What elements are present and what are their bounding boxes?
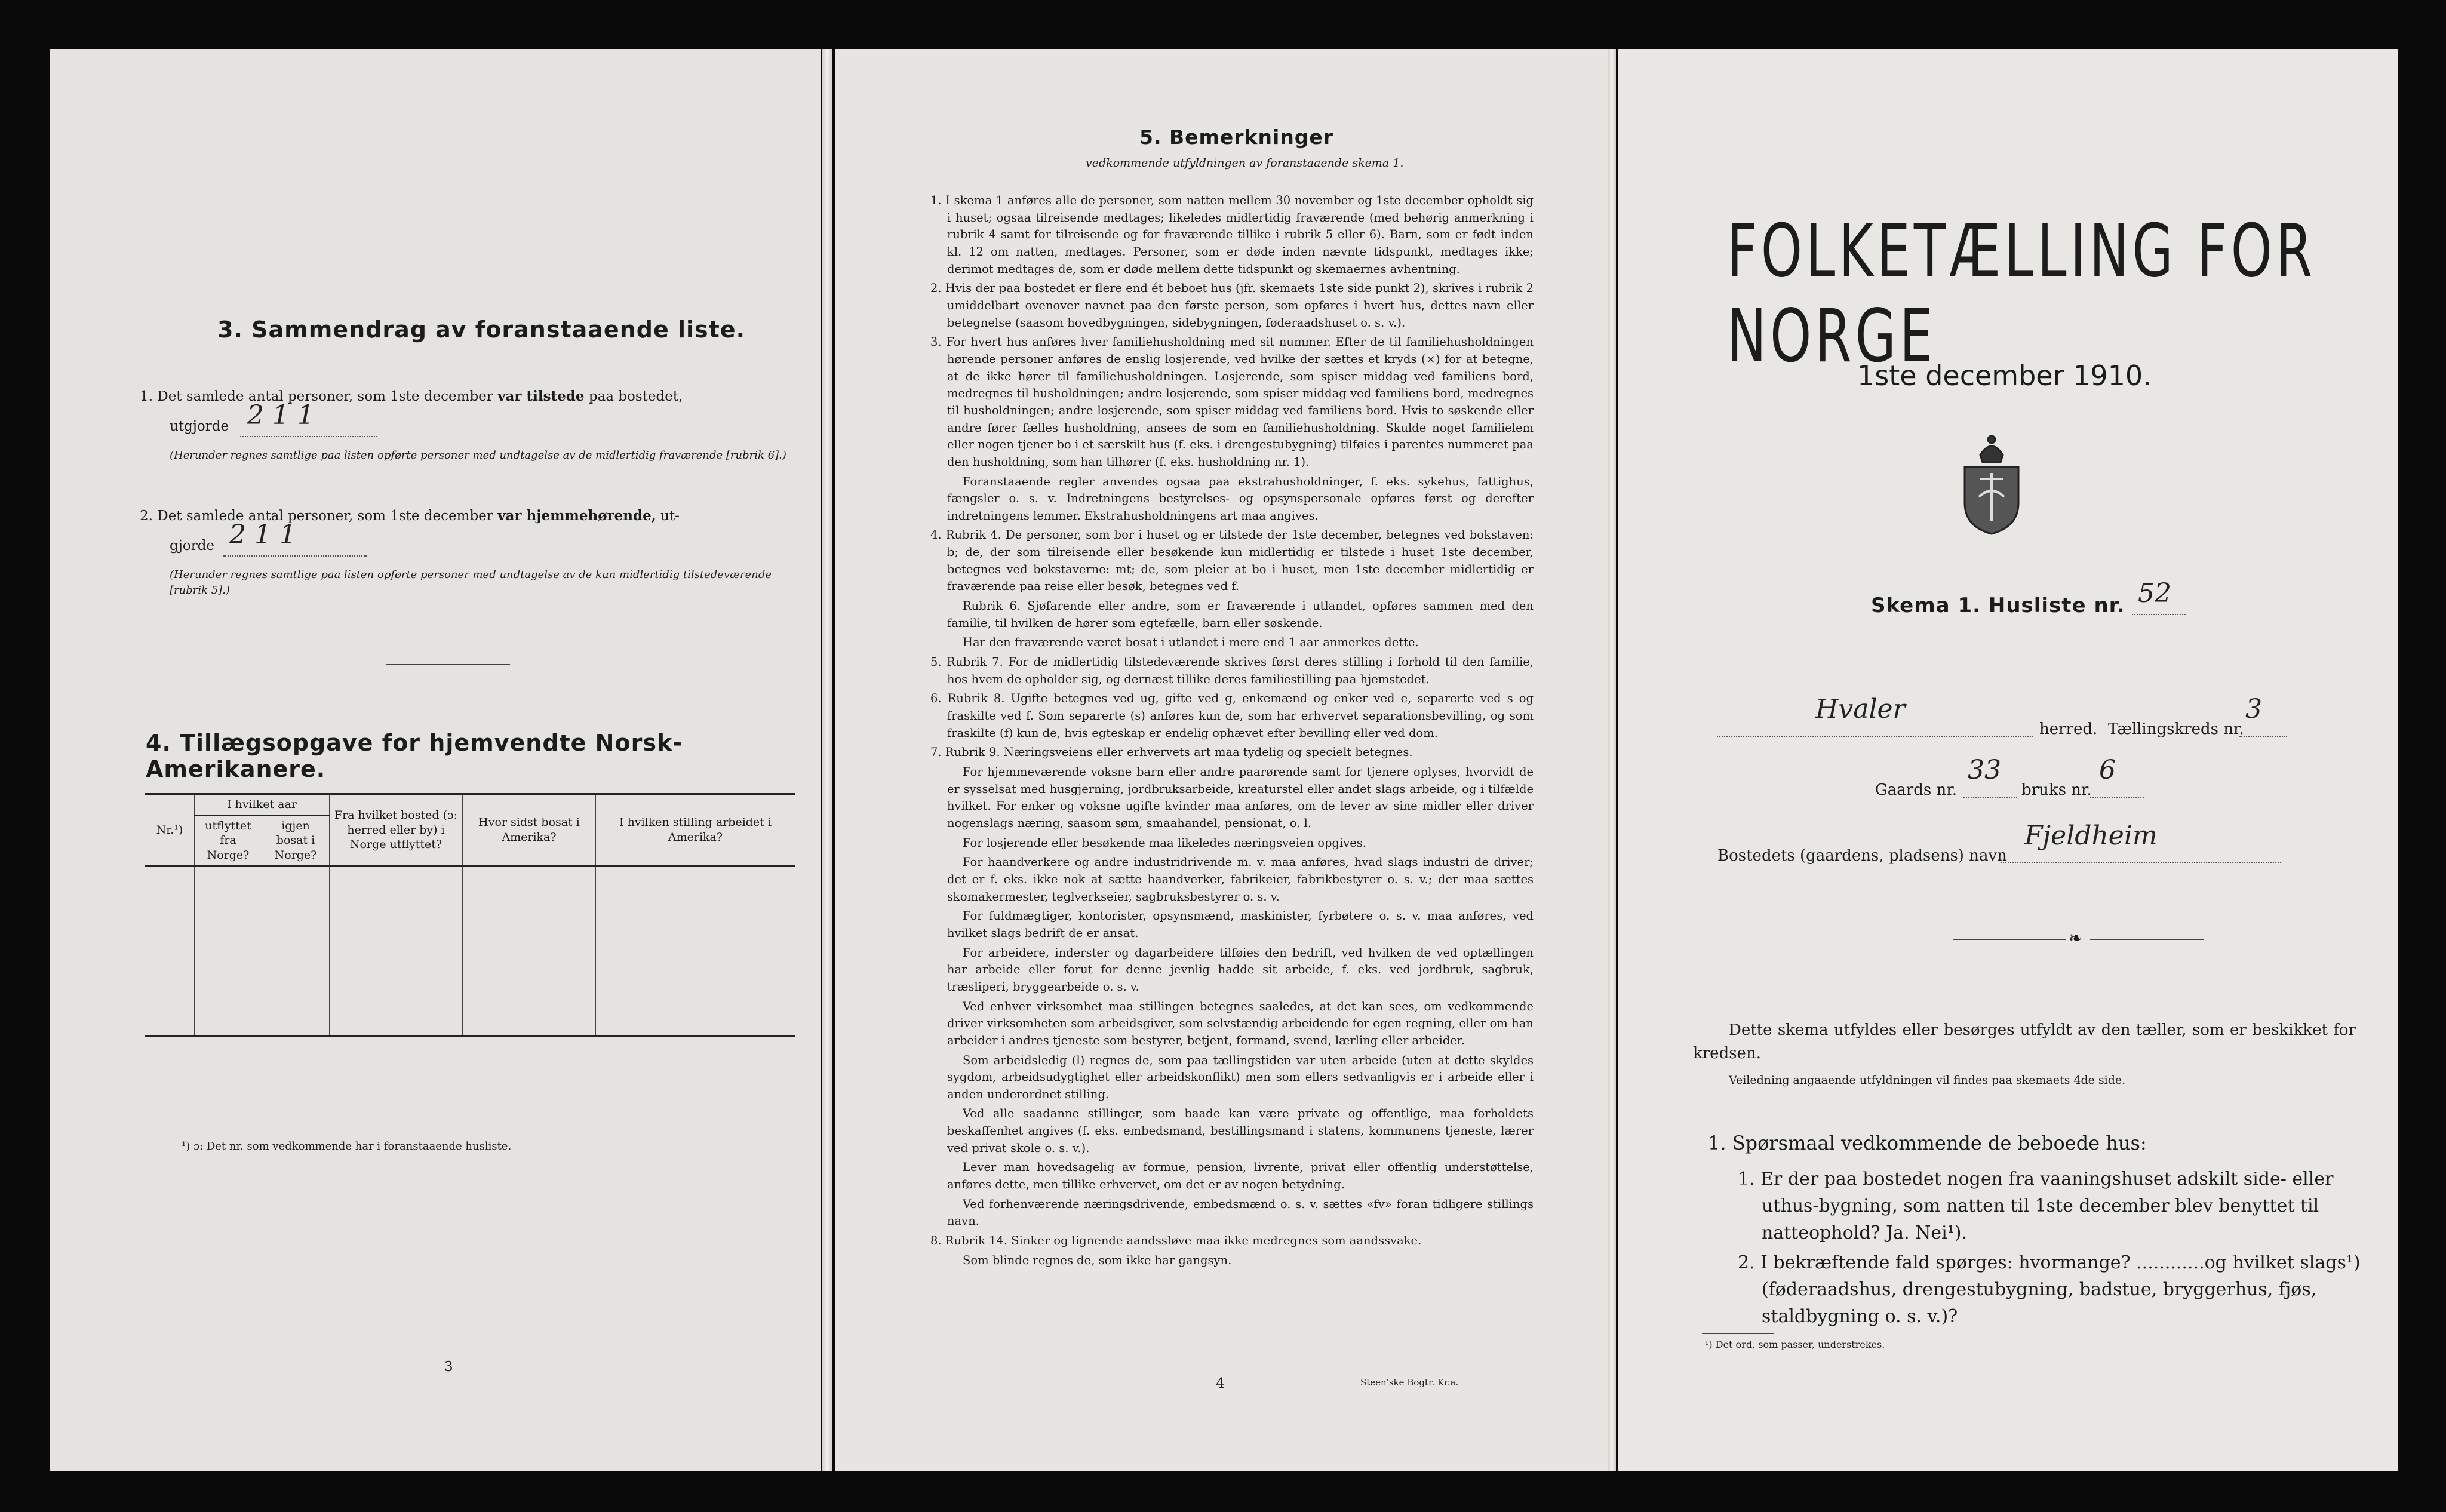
bruks-value: 6	[2099, 755, 2116, 785]
remark-paragraph: Rubrik 6. Sjøfarende eller andre, som er fraværende i utlandet, opføres sammen med den familie, til hvilken de hører som egtefælle, barn eller søskende.	[947, 599, 1534, 630]
schema-label: Skema 1. Husliste nr.	[1871, 594, 2125, 617]
ornament-divider-left	[1953, 939, 2066, 940]
ornament-divider-right	[2090, 939, 2204, 940]
remark-paragraph: Foranstaaende regler anvendes ogsaa paa ekstrahusholdninger, f. eks. sykehus, fattighus, fængsler o. s. v. Indretningens bestyrelses- og opsynspersonale opføres først og derefter indretningens lemmer. Ekstrahusholdningens art maa angives.	[947, 474, 1534, 523]
instruction: Dette skema utfyldes eller besørges utfyldt av den tæller, som er beskikket for kredsen.	[1693, 1021, 2356, 1062]
right-footnote: ¹) Det ord, som passer, understrekes.	[1705, 1339, 1885, 1350]
instruction-small: Veiledning angaaende utfyldningen vil findes paa skemaets 4de side.	[1729, 1074, 2126, 1087]
item1-text-post: paa bostedet,	[588, 389, 683, 404]
bosted-value: Fjeldheim	[2024, 820, 2158, 851]
item1-note: (Herunder regnes samtlige paa listen opførte personer med undtagelse av de midlertidig fraværende [rubrik 6].)	[170, 449, 786, 462]
item1-bold: var tilstede	[497, 388, 585, 404]
divider	[386, 664, 510, 665]
item2-handwritten: 2 1 1	[229, 520, 296, 550]
bruks-line	[2090, 766, 2144, 798]
item2-utgjorde-label: gjorde	[170, 538, 215, 554]
page-number: 3	[444, 1359, 453, 1375]
col-stilling: I hvilken stilling arbeidet i Amerika?	[596, 794, 795, 866]
kreds-value: 3	[2245, 694, 2262, 724]
item1-utgjorde-label: utgjorde	[170, 419, 229, 434]
col-igjen: igjen bosat i Norge?	[262, 815, 330, 866]
remark-paragraph: For losjerende eller besøkende maa likeledes næringsveien opgives.	[963, 835, 1366, 850]
item1-text: 1. Det samlede antal personer, som 1ste december	[140, 389, 493, 404]
kreds-label: Tællingskreds nr.	[2108, 720, 2244, 738]
census-title: FOLKETÆLLING FOR NORGE	[1727, 209, 2316, 379]
table-row	[145, 1007, 795, 1035]
gaards-label: Gaards nr.	[1875, 781, 1958, 799]
col-group-aar: I hvilket aar	[195, 794, 330, 816]
bosted-label: Bostedets (gaardens, pladsens) navn	[1717, 847, 2007, 865]
table-row	[145, 923, 795, 951]
left-page	[50, 49, 821, 1471]
col-utflyttet: utflyttet fra Norge?	[195, 815, 262, 866]
item2-bold: var hjemmehørende,	[497, 508, 656, 524]
middle-page	[835, 49, 1612, 1471]
fold-right	[1608, 49, 1616, 1471]
table-row	[145, 866, 795, 895]
herred-label: herred.	[2039, 720, 2098, 738]
page-number-mid: 4	[1216, 1376, 1225, 1391]
question-1: 1. Er der paa bostedet nogen fra vaaningshuset adskilt side- eller uthus-bygning, som natten til 1ste december blev benyttet til natteophold? Ja. Nei¹).	[1738, 1169, 2334, 1243]
questions-heading: 1. Spørsmaal vedkommende de beboede hus:	[1708, 1132, 2147, 1154]
coat-of-arms-icon	[1956, 431, 2027, 536]
remark-paragraph: Som arbeidsledig (l) regnes de, som paa tællingstiden var uten arbeide (uten at dette skyldes sygdom, arbeidsudygtighet eller arbeidskonflikt) men som ellers sedvanligvis er i arbeide eller i anden underordnet stilling.	[947, 1053, 1534, 1101]
remark-paragraph: 7. Rubrik 9. Næringsveiens eller erhvervets art maa tydelig og specielt betegnes.	[930, 745, 1413, 760]
remark-paragraph: 3. For hvert hus anføres hver familiehusholdning med sit nummer. Efter de til familiehusholdningen hørende personer anføres de enslig losjerende, ved hvilke der sættes et kryds (×) for at betegne, at de ikke hører til familiehusholdningen. Losjerende, som spiser middag ved familiens bord, medregnes til husholdningen; andre losjerende, som spiser middag ved familiens bord, medregnes til husholdningen; andre losjerende, som spiser middag ved familiens bord. Hvis to søskende eller andre fører fælles husholdning, ansees de som en familiehusholdning. Skulde noget familielem eller nogen tjener bo i et særskilt hus (f. eks. i drengestubygning) tilføies i parentes nummeret paa den husholdning, som han tilhører (f. eks. husholdning nr. 1).	[930, 335, 1534, 469]
remark-paragraph: Ved alle saadanne stillinger, som baade kan være private og offentlige, maa forholdets beskaffenhet angives (f. eks. embedsmand, bestillingsmand i statens, kommunens tjeneste, lærer ved privat skole o. s. v.).	[947, 1107, 1534, 1155]
question-2: 2. I bekræftende fald spørges: hvormange? ............og hvilket slags¹) (føderaadshus, drengestubygning, badstue, bryggerhus, fjøs, staldbygning o. s. v.)?	[1738, 1252, 2361, 1327]
ornament-icon: ❧	[2069, 928, 2083, 948]
remark-paragraph: Som blinde regnes de, som ikke har gangsyn.	[963, 1253, 1232, 1267]
remark-paragraph: 2. Hvis der paa bostedet er flere end ét beboet hus (jfr. skemaets 1ste side punkt 2), skrives i rubrik 2 umiddelbart ovenover navnet paa den første person, som opføres i hvert hus, dettes navn eller betegnelse (saasom hovedbygningen, sidebygningen, føderaadshuset o. s. v.).	[930, 281, 1534, 330]
right-page	[1618, 49, 2398, 1471]
remark-paragraph: For haandverkere og andre industridrivende m. v. maa anføres, hvad slags industri de driver; det er f. eks. ikke nok at sætte haandverker, fabrikeier, fabrikbestyrer o. s. v.; der maa sættes skomakermester, teglverkseier, sagbruksbestyrer o. s. v.	[947, 855, 1534, 903]
norsk-amerikanere-table	[145, 793, 795, 1037]
footnote-rule	[1702, 1333, 1774, 1334]
section3-item1	[140, 386, 797, 407]
remark-paragraph: Ved forhenværende næringsdrivende, embedsmænd o. s. v. sættes «fv» foran tidligere stillings navn.	[947, 1197, 1534, 1228]
remark-paragraph: For arbeidere, inderster og dagarbeidere tilføies den bedrift, ved hvilken de ved optællingen har arbeide eller forut for denne jevnlig hadde sit arbeide, f. eks. ved jordbruk, sagbruk, træsliperi, bryggearbeide o. s. v.	[947, 945, 1534, 994]
table-row	[145, 895, 795, 923]
printer-mark: Steen'ske Bogtr. Kr.a.	[1360, 1377, 1459, 1388]
item1-handwritten: 2 1 1	[247, 400, 314, 431]
remark-paragraph: 4. Rubrik 4. De personer, som bor i huset og er tilstede der 1ste december, betegnes ved bokstaven: b; de, der som tilreisende eller besøkende kun midlertidig er tilstede i huset 1ste december, betegnes ved bokstaverne: mt; de, som pleier at bo i huset, men 1ste december midlertidig er fraværende paa reise eller besøk, betegnes ved f.	[930, 528, 1534, 594]
census-date: 1ste december 1910.	[1857, 359, 2152, 392]
remark-paragraph: 8. Rubrik 14. Sinker og lignende aandssløve maa ikke medregnes som aandssvake.	[930, 1234, 1422, 1248]
section4-footnote: ¹) ɔ: Det nr. som vedkommende har i foranstaaende husliste.	[182, 1140, 512, 1153]
bruks-label: bruks nr.	[2021, 781, 2092, 799]
husliste-nr: 52	[2138, 578, 2171, 609]
col-hvor: Hvor sidst bosat i Amerika?	[463, 794, 596, 866]
herred-value: Hvaler	[1815, 694, 1906, 724]
remark-paragraph: 6. Rubrik 8. Ugifte betegnes ved ug, gifte ved g, enkemænd og enker ved e, separerte ved s og fraskilte ved f. Som separerte (s) anføres kun de, som har erhvervet separationsbevilling, og som fraskilte (f) kun de, hvis egteskap er endelig ophævet efter bevilling eller ved dom.	[930, 692, 1534, 740]
col-nr: Nr.¹)	[145, 794, 195, 866]
remarks-subheading: vedkommende utfyldningen av foranstaaende skema 1.	[1086, 156, 1404, 170]
fold-left	[822, 49, 832, 1471]
item2-text-post: ut-	[660, 508, 680, 524]
table-row	[145, 951, 795, 979]
item2-text: 2. Det samlede antal personer, som 1ste december	[140, 508, 493, 524]
col-fra: Fra hvilket bosted (ɔ: herred eller by) i Norge utflyttet?	[330, 794, 463, 866]
remark-paragraph: For fuldmægtiger, kontorister, opsynsmænd, maskinister, fyrbøtere o. s. v. maa anføres, ved hvilket slags bedrift de er ansat.	[947, 909, 1534, 940]
remarks-body	[930, 192, 1534, 1271]
remark-paragraph: Har den fraværende været bosat i utlandet i mere end 1 aar anmerkes dette.	[963, 635, 1419, 650]
remark-paragraph: 1. I skema 1 anføres alle de personer, som natten mellem 30 november og 1ste december opholdt sig i huset; ogsaa tilreisende medtages; likeledes midlertidig fraværende (med behørig anmerkning i rubrik 4 samt for tilreisende og for fraværende tillike i rubrik 5 eller 6). Barn, som er født inden kl. 12 om natten, medtages. Personer, som er døde inden nævnte tidspunkt, medtages ikke; derimot medtages de, som er døde mellem dette tidspunkt og skemaernes avhentning.	[930, 193, 1534, 276]
remark-paragraph: Lever man hovedsagelig av formue, pension, livrente, privat eller offentlig understøttelse, anføres dette, men tillike erhvervet, om det er av nogen betydning.	[947, 1160, 1534, 1192]
item2-note: (Herunder regnes samtlige paa listen opførte personer med undtagelse av de kun midlertidig tilstedeværende [rubrik 5].)	[170, 568, 772, 597]
section3-heading: 3. Sammendrag av foranstaaende liste.	[217, 316, 746, 343]
table-row	[145, 979, 795, 1007]
remark-paragraph: Ved enhver virksomhet maa stillingen betegnes saaledes, at det kan sees, om vedkommende driver virksomheten som arbeidsgiver, som selvstændig arbeidende for egen regning, eller om han arbeider i andres tjeneste som bestyrer, betjent, formand, svend, lærling eller arbeider.	[947, 999, 1534, 1047]
remark-paragraph: For hjemmeværende voksne barn eller andre paarørende samt for tjenere oplyses, hvorvidt de er sysselsat med husgjerning, jordbruksarbeide, kreaturstel eller andet slags arbeide, og i tilfælde hvilket. For enker og voksne ugifte kvinder maa anføres, om de lever av sine midler eller driver nogenslags næring, saasom søm, smaahandel, pensionat, o. l.	[947, 765, 1534, 830]
section4-heading: 4. Tillægsopgave for hjemvendte Norsk-Amerikanere.	[146, 730, 683, 782]
remarks-heading: 5. Bemerkninger	[1139, 125, 1334, 149]
remark-paragraph: 5. Rubrik 7. For de midlertidig tilstedeværende skrives først deres stilling i forhold til den familie, hos hvem de opholder sig, og dernæst tillike deres familiestilling paa hjemstedet.	[930, 655, 1534, 686]
gaards-value: 33	[1968, 755, 2001, 785]
